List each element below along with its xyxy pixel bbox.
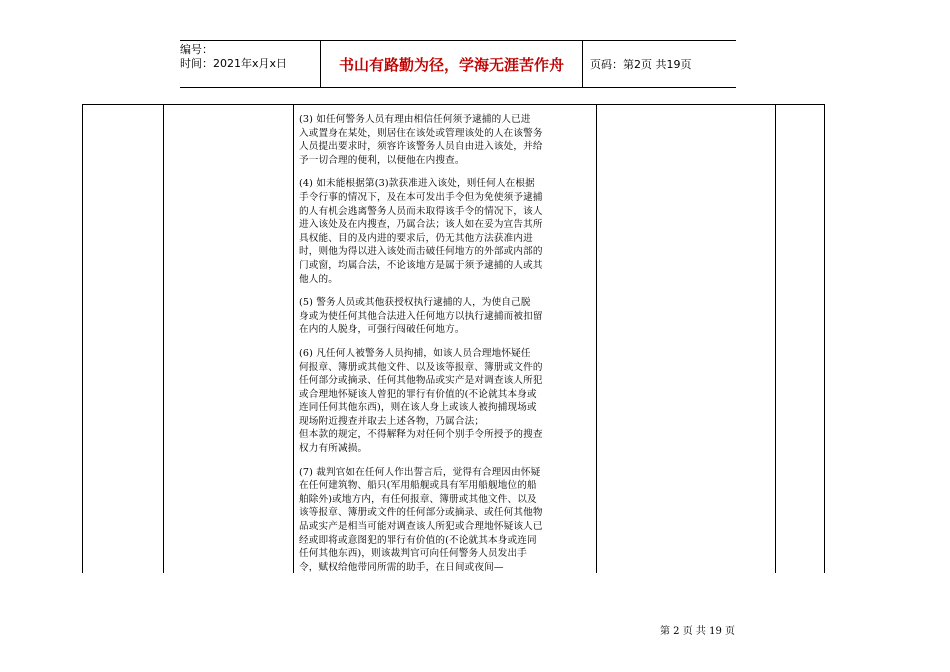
page-footer: 第 2 页 共 19 页 <box>660 626 735 637</box>
clause-line: 他人的。 <box>299 273 338 285</box>
clause-content <box>299 113 593 584</box>
time-label: 时间：2021年x月x日 <box>180 57 288 70</box>
clause-line: 的人有机会逃离警务人员而未取得该手令的情况下，该人 <box>299 205 543 217</box>
clause-line: 任何部分或摘录、任何其他物品或实产是对调查该人所犯 <box>299 375 543 387</box>
clause-line: 何报章、簿册或其他文件、以及该等报章、簿册或文件的 <box>299 361 543 373</box>
clause-line: 连同任何其他东西)，则在该人身上或该人被拘捕现场或 <box>299 402 537 414</box>
clause-line: 该等报章、簿册或文件的任何部分或摘录、或任何其他物 <box>299 507 543 519</box>
clause-line: 在任何建筑物、船只(军用船舰或具有军用船舰地位的船 <box>299 480 537 492</box>
clause-line: 手令行事的情况下，及在本可发出手令但为免使须予逮捕 <box>299 191 543 203</box>
header-page-info: 页码：第2页 共19页 <box>590 58 692 71</box>
header-meta <box>180 41 320 89</box>
table-column-divider <box>293 105 294 573</box>
page-header <box>180 40 736 88</box>
clause-line: 任何其他东西)，则该裁判官可向任何警务人员发出手 <box>299 548 527 560</box>
table-column-divider <box>163 105 164 573</box>
clause-paragraph <box>299 466 593 575</box>
clause-line: 入或置身在某处，则居住在该处或管理该处的人在该警务 <box>299 127 543 139</box>
clause-line: (4) 如未能根据第(3)款获准进入该处，则任何人在根据 <box>299 178 535 190</box>
clause-line: 人员提出要求时，须容许该警务人员自由进入该处，并给 <box>299 141 543 153</box>
clause-line: 舶除外)或地方内，有任何报章、簿册或其他文件、以及 <box>299 493 537 505</box>
clause-paragraph <box>299 347 593 456</box>
clause-line: 予一切合理的便利，以便他在内搜查。 <box>299 154 465 166</box>
clause-line: 令，赋权给他带同所需的助手，在日间或夜间— <box>299 561 504 573</box>
document-table <box>82 104 825 573</box>
header-motto: 书山有路勤为径，学海无涯苦作舟 <box>338 55 564 74</box>
clause-line: 门或窗，均属合法，不论该地方是属于须予逮捕的人或其 <box>299 259 543 271</box>
clause-line: 权力有所减损。 <box>299 443 368 455</box>
clause-paragraph <box>299 113 593 167</box>
clause-line: 经或即将或意图犯的罪行有价值的(不论就其本身或连同 <box>299 534 537 546</box>
clause-line: 身或为使任何其他合法进入任何地方以执行逮捕而被扣留 <box>299 310 543 322</box>
header-divider <box>582 41 583 87</box>
clause-line: 品或实产是相当可能对调查该人所犯或合理地怀疑该人已 <box>299 521 543 533</box>
clause-line: 时，则他为得以进入该处而击破任何地方的外部或内部的 <box>299 246 543 258</box>
clause-line: 在内的人脱身，可强行闯破任何地方。 <box>299 324 465 336</box>
table-column-divider <box>775 105 776 573</box>
clause-line: 进入该处及在内搜查，乃属合法；该人如在妥为宣告其所 <box>299 219 543 231</box>
clause-paragraph <box>299 296 593 337</box>
clause-line: 但本款的规定，不得解释为对任何个别手令所授予的搜查 <box>299 429 543 441</box>
clause-paragraph <box>299 177 593 286</box>
clause-line: 或合理地怀疑该人曾犯的罪行有价值的(不论就其本身或 <box>299 388 537 400</box>
clause-line: 现场附近搜查并取去上述各物，乃属合法； <box>299 415 485 427</box>
clause-line: (7) 裁判官如在任何人作出誓言后，觉得有合理因由怀疑 <box>299 466 541 478</box>
clause-line: (3) 如任何警务人员有理由相信任何须予逮捕的人已进 <box>299 114 531 125</box>
serial-label: 编号： <box>180 43 213 56</box>
table-column-divider <box>596 105 597 573</box>
clause-line: (6) 凡任何人被警务人员拘捕，如该人员合理地怀疑任 <box>299 347 531 359</box>
clause-line: 具权能、目的及内进的要求后，仍无其他方法获准内进 <box>299 232 533 244</box>
clause-line: (5) 警务人员或其他获授权执行逮捕的人，为使自己脱 <box>299 297 531 309</box>
